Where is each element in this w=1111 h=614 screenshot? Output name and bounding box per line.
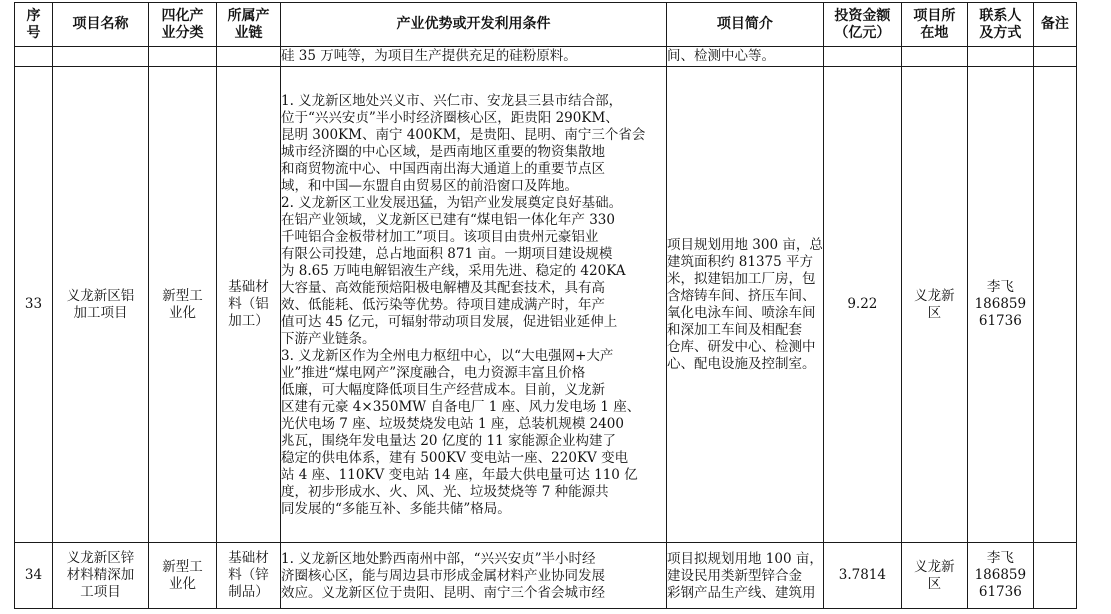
project-intro: 项目规划用地 300 亩，总 建筑面积约 81375 平方 米，拟建铝加工厂房，包 含熔铸车间、挤压车间、 氧化电泳车间、喷涂车间 和深加工车间及相配套 仓库、研发中心、检测中 心、配电设施及控制室。 [667,67,824,543]
header-investment: 投资金额 （亿元） [823,3,901,47]
row-number: 33 [15,67,53,543]
remark [1033,543,1076,609]
advantage-text: 1. 义龙新区地处兴义市、兴仁市、安龙县三县市结合部， 位于“兴兴安贞”半小时经济圈核心区，距贵阳 290KM、 昆明 300KM、南宁 400KM，是贵阳、昆明、南宁三个省会 城市经济圈的中心区域，是西南地区重要的物资集散地 和商贸物流中心、中国西南出海大通道上的重要节点区 域，和中国—东盟自由贸易区的前沿窗口及阵地。 2. 义龙新区工业发展迅猛，为铝产业发展奠定良好基础。 在铝产业领域，义龙新区已建有“煤电铝一体化年产 330 千吨铝合金板带材加工”项目。该项目由贵州元豪铝业 有限公司投建，总占地面积 871 亩。一期项目建设规模 为 8.65 万吨电解铝液生产线，采用先进、稳定的 420KA 大容量、高效能预焙阳极电解槽及其配套技术，具有高 效、低能耗、低污染等优势。待项目建成满产时，年产 值可达 45 亿元，可辐射带动项目发展，促进铝业延伸上 下游产业链条。 3. 义龙新区作为全州电力枢纽中心，以“大电强网+大产 业”推进“煤电网产”深度融合，电力资源丰富且价格 低廉，可大幅度降低项目生产经营成本。目前，义龙新 区建有元豪 4×350MW 自备电厂 1 座、风力发电场 1 座、 光伏电场 7 座、垃圾焚烧发电站 1 座，总装机规模 2400 兆瓦，围绕年发电量达 20 亿度的 11 家能源企业构建了 稳定的供电体系，建有 500KV 变电站一座、220KV 变电 站 4 座、110KV 变电站 14 座，年最大供电量可达 110 亿 度，初步形成水、火、风、光、垃圾焚烧等 7 种能源共 同发展的“多能互补、多能共储”格局。 [281,67,667,543]
header-row [15,3,1077,47]
header-contact: 联系人 及方式 [967,3,1033,47]
advantage-text: 1. 义龙新区地处黔西南州中部，“兴兴安贞”半小时经 济圈核心区，能与周边县市形成金属材料产业协同发展 效应。义龙新区位于贵阳、昆明、南宁三个省会城市经 [281,543,667,609]
header-advantage: 产业优势或开发利用条件 [281,3,667,47]
investment-amount: 3.7814 [823,543,901,609]
header-seq: 序 号 [15,3,53,47]
contact-info: 李飞 186859 61736 [967,67,1033,543]
project-location: 义龙新 区 [901,67,967,543]
project-location: 义龙新 区 [901,543,967,609]
project-intro: 项目拟规划用地 100 亩， 建设民用类新型锌合金 彩钢产品生产线、建筑用 [667,543,824,609]
industry-chain: 基础材 料（铝 加工） [217,67,281,543]
continued-advantage: 硅 35 万吨等，为项目生产提供充足的硅粉原料。 [281,47,667,67]
row-number: 34 [15,543,53,609]
header-location: 项目所 在地 [901,3,967,47]
header-chain: 所属产 业链 [217,3,281,47]
industry-chain: 基础材 料（锌 制品） [217,543,281,609]
continued-intro: 间、检测中心等。 [667,47,824,67]
header-name: 项目名称 [53,3,149,47]
table-row [15,67,1077,543]
project-name: 义龙新区锌 材料精深加 工项目 [53,543,149,609]
investment-amount: 9.22 [823,67,901,543]
industry-category: 新型工 业化 [149,543,217,609]
remark [1033,67,1076,543]
contact-info: 李飞 186859 61736 [967,543,1033,609]
table-row [15,543,1077,609]
header-category: 四化产 业分类 [149,3,217,47]
continued-row [15,47,1077,67]
project-table [14,2,1077,609]
header-remark: 备注 [1033,3,1076,47]
project-name: 义龙新区铝 加工项目 [53,67,149,543]
header-intro: 项目简介 [667,3,824,47]
industry-category: 新型工 业化 [149,67,217,543]
